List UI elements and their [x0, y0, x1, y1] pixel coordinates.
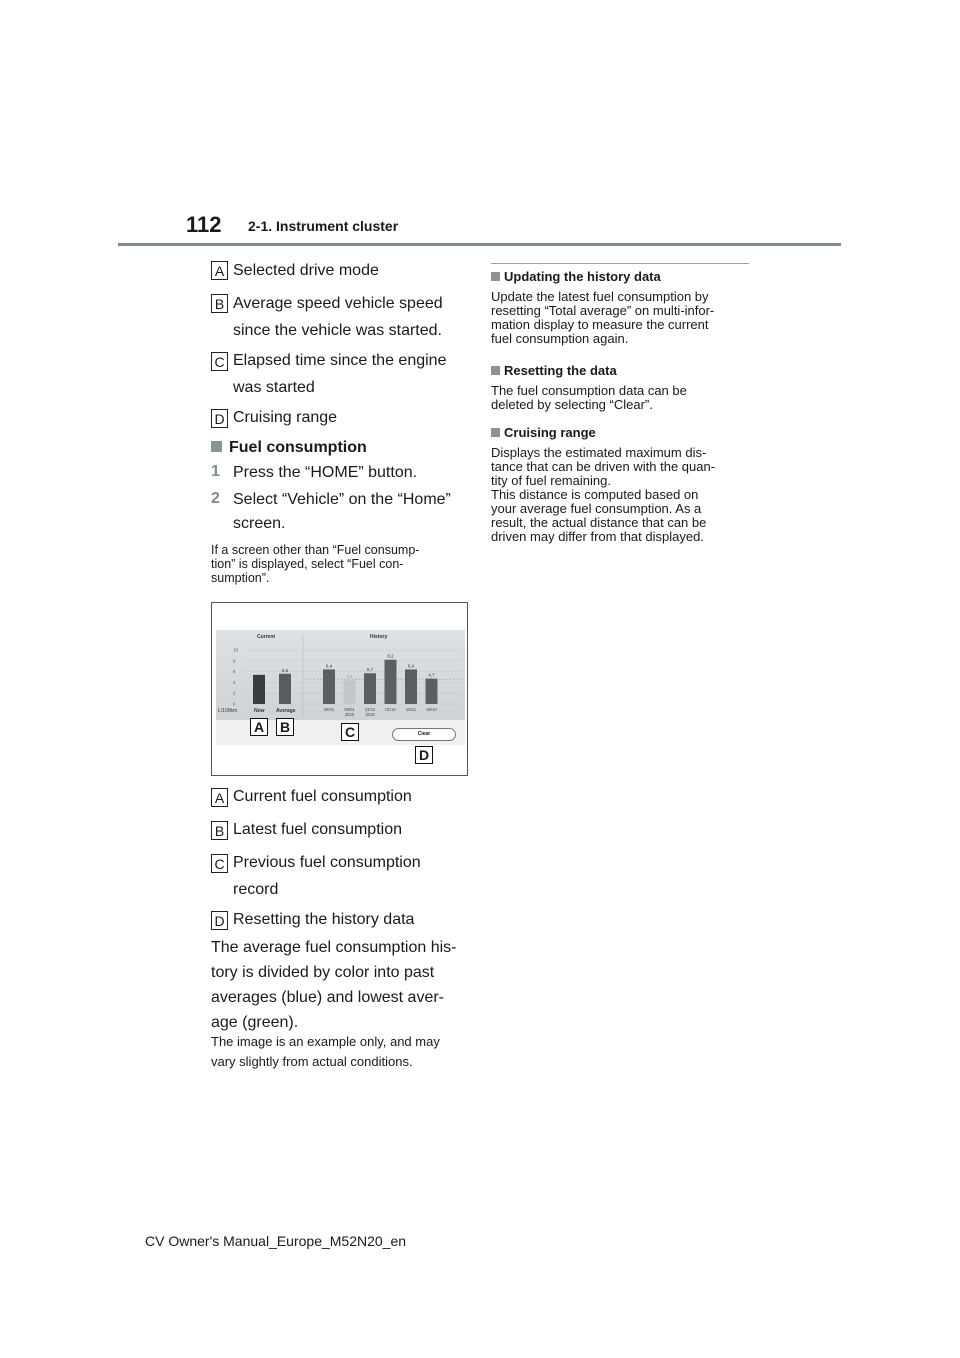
updating-text: mation display to measure the current	[491, 317, 709, 332]
bar-category-label: 01/12	[385, 707, 396, 712]
history-bar	[364, 673, 376, 704]
bar-category-sublabel: 2020	[344, 712, 355, 717]
right-column-rule	[491, 263, 749, 264]
step-text-cont: screen.	[233, 515, 286, 532]
example-note: vary slightly from actual conditions.	[211, 1054, 413, 1069]
history-paragraph: age (green).	[211, 1014, 299, 1031]
cruising-text: result, the actual distance that can be	[491, 515, 707, 530]
bar-category-label: 26/01	[323, 707, 335, 712]
bar-value-label: 8,2	[387, 653, 394, 659]
bar-value-label: 4,7	[428, 672, 435, 678]
step-note: sumption”.	[211, 571, 270, 585]
square-bullet-icon	[491, 428, 500, 437]
current-bar	[279, 674, 291, 704]
tag-b: B	[211, 821, 228, 840]
step-text: Select “Vehicle” on the “Home”	[233, 491, 451, 508]
y-tick-label: 0	[233, 701, 236, 707]
list-item-cont: record	[233, 881, 279, 898]
resetting-heading: Resetting the data	[491, 363, 617, 378]
cruising-text: Displays the estimated maximum dis-	[491, 445, 707, 460]
fuel-chart	[216, 630, 465, 720]
step-number: 2	[211, 490, 220, 507]
list-item: Average speed vehicle speed	[233, 295, 443, 312]
bar-value-label: 5,6	[281, 667, 289, 673]
list-item-cont: was started	[233, 379, 315, 396]
callout-d: D	[415, 746, 433, 764]
bar-category-label: 22/12	[364, 707, 376, 712]
section-title: 2-1. Instrument cluster	[248, 218, 399, 234]
header-rule	[118, 243, 841, 246]
heading-text: Fuel consumption	[229, 439, 367, 456]
updating-text: Update the latest fuel consumption by	[491, 289, 709, 304]
bar-category-label: 26/10	[426, 707, 437, 712]
step-text: Press the “HOME” button.	[233, 464, 418, 481]
history-label: History	[370, 634, 388, 640]
resetting-text: deleted by selecting “Clear”.	[491, 397, 653, 412]
list-item: Selected drive mode	[233, 262, 379, 279]
cruising-text: This distance is computed based on	[491, 487, 699, 502]
resetting-text: The fuel consumption data can be	[491, 383, 687, 398]
updating-text: resetting “Total average” on multi-infor-	[491, 303, 715, 318]
y-tick-label: 10	[233, 647, 239, 653]
fuel-consumption-heading	[211, 439, 367, 457]
step-note: If a screen other than “Fuel consump-	[211, 543, 420, 557]
history-paragraph: averages (blue) and lowest aver-	[211, 989, 445, 1006]
history-bar	[344, 680, 356, 704]
updating-heading: Updating the history data	[491, 269, 661, 284]
bar-category-label: 16/11	[405, 707, 417, 712]
bar-value-label: 5,7	[366, 667, 374, 673]
bar-value-label: 6,4	[325, 663, 333, 669]
history-bar	[385, 660, 397, 704]
callout-b: B	[276, 718, 294, 736]
cruising-text: tance that can be driven with the quan-	[491, 459, 716, 474]
list-item: Resetting the history data	[233, 911, 415, 928]
list-item: Elapsed time since the engine	[233, 352, 447, 369]
updating-text: fuel consumption again.	[491, 331, 629, 346]
current-bar	[253, 675, 265, 704]
step-number: 1	[211, 463, 220, 480]
tag-c: C	[211, 352, 228, 371]
now-label: Now	[254, 708, 265, 714]
callout-c: C	[341, 723, 359, 741]
cruising-text: tity of fuel remaining.	[491, 473, 611, 488]
bar-category-sublabel: 2019	[365, 712, 375, 717]
tag-a: A	[211, 788, 228, 807]
clear-button[interactable]: Clear	[392, 728, 456, 741]
y-tick-label: 8	[233, 658, 236, 664]
tag-c: C	[211, 854, 228, 873]
cruising-text: driven may differ from that displayed.	[491, 529, 704, 544]
y-tick-label: 4	[233, 679, 236, 685]
footer-manual-id: CV Owner's Manual_Europe_M52N20_en	[145, 1233, 407, 1249]
square-bullet-icon	[491, 272, 500, 281]
history-paragraph: The average fuel consumption his-	[211, 939, 457, 956]
bar-value-label: 6,4	[407, 663, 415, 669]
history-bar	[323, 669, 335, 704]
y-unit-label: L/100km	[218, 708, 238, 714]
y-tick-label: 6	[233, 669, 236, 675]
square-bullet-icon	[211, 441, 222, 452]
history-bar	[405, 669, 417, 704]
tag-b: B	[211, 294, 228, 313]
square-bullet-icon	[491, 366, 500, 375]
tag-a: A	[211, 261, 228, 280]
average-label: Average	[276, 708, 296, 714]
step-note: tion” is displayed, select “Fuel con-	[211, 557, 404, 571]
example-note: The image is an example only, and may	[211, 1034, 440, 1049]
list-item: Previous fuel consumption	[233, 854, 421, 871]
bar-category-label: 09/01	[344, 707, 355, 712]
current-label: Current	[257, 634, 276, 640]
tag-d: D	[211, 409, 228, 428]
cruising-text: your average fuel consumption. As a	[491, 501, 702, 516]
callout-a: A	[250, 718, 268, 736]
bar-value-label: 4,4	[346, 674, 353, 680]
tag-d: D	[211, 911, 228, 930]
history-bar	[426, 679, 438, 704]
cruising-heading: Cruising range	[491, 425, 596, 440]
history-paragraph: tory is divided by color into past	[211, 964, 435, 981]
y-tick-label: 2	[233, 690, 236, 696]
page-number: 112	[186, 212, 222, 237]
list-item-cont: since the vehicle was started.	[233, 322, 442, 339]
list-item: Current fuel consumption	[233, 788, 412, 805]
list-item: Latest fuel consumption	[233, 821, 402, 838]
list-item: Cruising range	[233, 409, 338, 426]
